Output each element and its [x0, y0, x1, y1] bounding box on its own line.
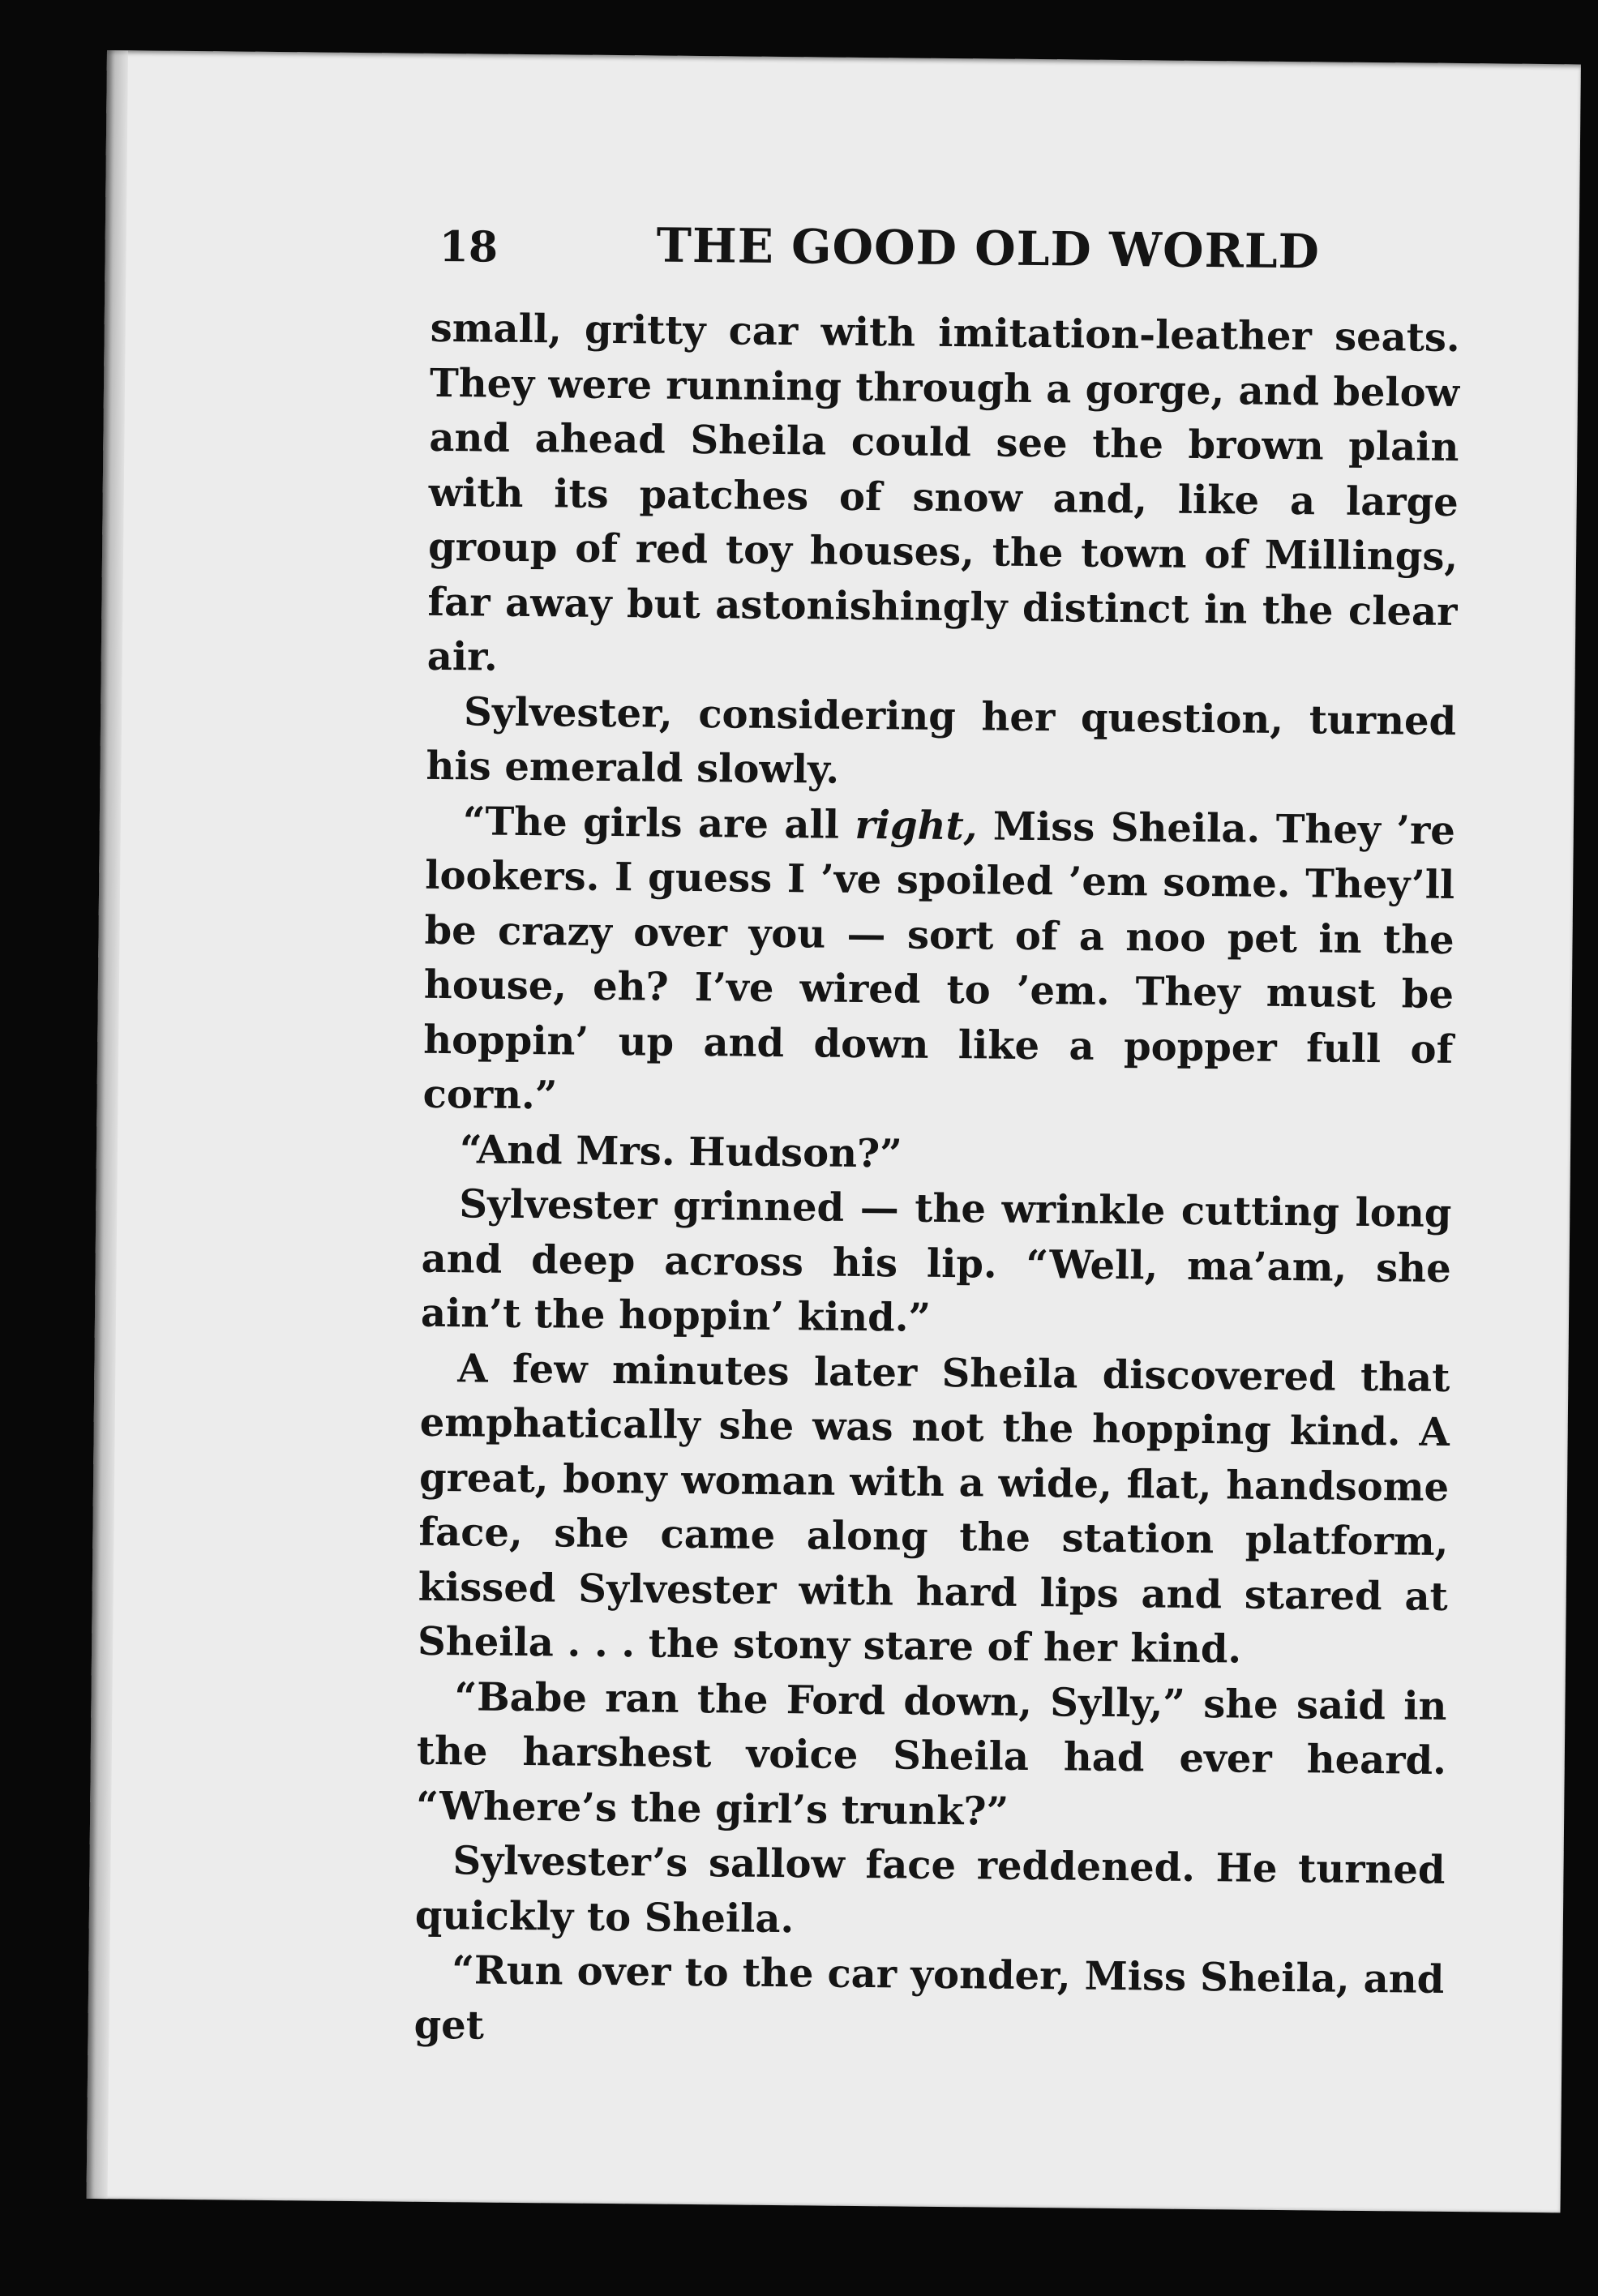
paragraph-text: “The girls are all [462, 798, 855, 848]
page-number: 18 [439, 221, 499, 272]
paragraph: Sylvester grinned — the wrinkle cutting long and deep across his lip. “Well, ma’am, she ain’t the hoppin’ kind.” [420, 1181, 1452, 1341]
paragraph: A few minutes later Sheila discovered that emphatically she was not the hopping kind. A great, bony woman with a wide, flat, handsome face, she came along the station platform, kissed Sylvester with hard lips and stared at Sheila . . . the stony stare of her kind. [417, 1345, 1450, 1673]
paragraph: Sylvester’s sallow face reddened. He turned quickly to Sheila. [414, 1838, 1446, 1942]
running-head: THE GOOD OLD WORLD [656, 217, 1321, 280]
book-page [87, 50, 1581, 2212]
paragraph: “Babe ran the Ford down, Sylly,” she said in the harshest voice Sheila had ever heard. “Where’s the girl’s trunk?” [415, 1673, 1447, 1835]
paragraph [422, 794, 1455, 1132]
body-text [413, 302, 1460, 2063]
paragraph-text: Miss Sheila. They ’re lookers. I guess I ’ve spoiled ’em some. They’ll be crazy over you — sort of a noo pet in the house, eh? I’ve wired to ’em. They must be hoppin’ up and down like a popper full of corn.” [422, 803, 1456, 1119]
page-header [439, 216, 1574, 280]
paragraph: “And Mrs. Hudson?” [459, 1126, 903, 1176]
emphasis-text: right, [855, 802, 978, 849]
paragraph: Sylvester, considering her question, turned his emerald slowly. [426, 688, 1457, 793]
paragraph: “Run over to the car yonder, Miss Sheila, and get [413, 1947, 1445, 2049]
paragraph: small, gritty car with imitation-leather seats. They were running through a gorge, and below and ahead Sheila could see the brown plain with its patches of snow and, like a large group of red toy houses, the town of Millings, far away but astonishingly distinct in the clear air. [426, 305, 1460, 680]
